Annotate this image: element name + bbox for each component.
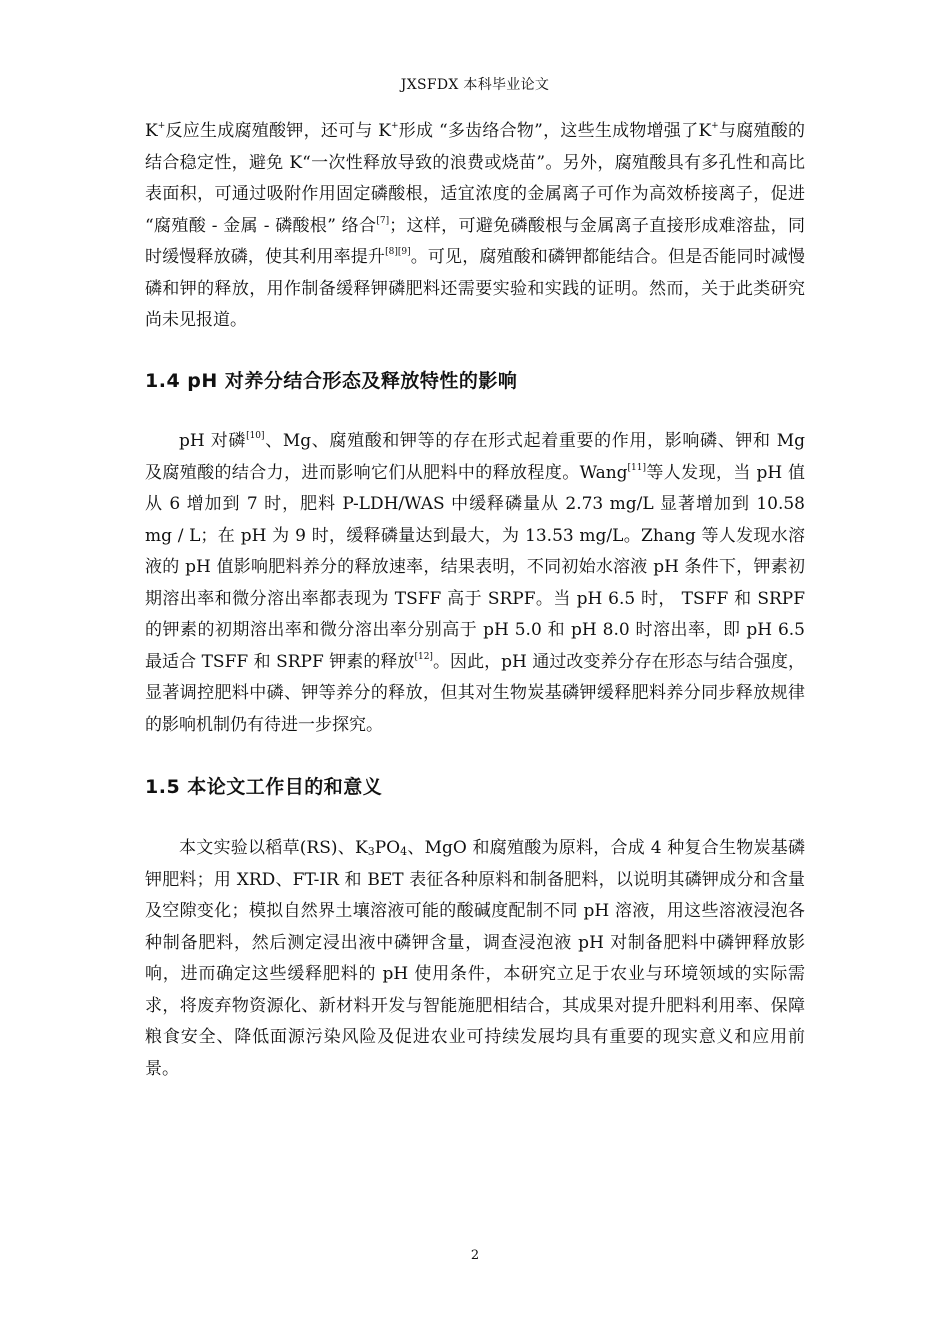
- running-header: JXSFDX 本科毕业论文: [400, 77, 550, 93]
- citation: [11]: [627, 462, 647, 473]
- citation: [10]: [246, 431, 265, 441]
- paragraph-humic-binding: [145, 116, 805, 337]
- paragraph-text: pH 对磷[10]、Mg、腐殖酸和钾等的存在形式起着重要的作用，影响磷、钾和 Mg 及腐殖酸的结合力，进而影响它们从肥料中的释放程度。Wang[11]等人发现，当 pH 值从 6 增加到 7 时，肥料 P-LDH/WAS 中缓释磷量从 2.73 mg/L 显著增加到 10.58 mg / L；在 pH 为 9 时，缓释磷量达到最大，为 13.53 mg/L。Zhang 等人发现水溶液的 pH 值影响肥料养分的释放速率，结果表明，不同初始水溶液 pH 条件下，钾素初期溶出率和微分溶出率都表现为 TSFF 高于 SRPF。当 pH 6.5 时， TSFF 和 SRPF 的钾素的初期溶出率和微分溶出率分别高于 pH 5.0 和 pH 8.0 时溶出率，即 pH 6.5 最适合 TSFF 和 SRPF 钾素的释放[12]。因此，pH 通过改变养分存在形态与结合强度，显著调控肥料中磷、钾等养分的释放，但其对生物炭基磷钾缓释肥料养分同步释放规律的影响机制仍有待进一步探究。: [145, 431, 805, 735]
- section-heading-1-4: 1.4 pH 对养分结合形态及释放特性的影响: [145, 370, 518, 392]
- paragraph-text: 本文实验以稻草(RS)、$K_3PO_4$、MgO 和腐殖酸为原料，合成 4 种复合生物炭基磷钾肥料；用 XRD、FT-IR 和 BET 表征各种原料和制备肥料，以说明其磷钾成分和含量及空隙变化；模拟自然界土壤溶液可能的酸碱度配制不同 pH 溶液，用这些溶液浸泡各种制备肥料，然后测定浸出液中磷钾含量，调查浸泡液 pH 对制备肥料中磷钾释放影响，进而确定这些缓释肥料的 pH 使用条件，本研究立足于农业与环境领域的实际需求，将废弃物资源化、新材料开发与智能施肥相结合，其成果对提升肥料利用率、保障粮食安全、降低面源污染风险及促进农业可持续发展均具有重要的现实意义和应用前景。: [145, 838, 805, 1079]
- section-heading-1-5: 1.5 本论文工作目的和意义: [145, 776, 383, 798]
- citation: [12]: [414, 651, 433, 662]
- paragraph-purpose: [145, 833, 805, 1085]
- citation: [8][9]: [385, 247, 411, 257]
- paragraph-text: K+反应生成腐殖酸钾，还可与 K+形成 “多齿络合物”，这些生成物增强了K+与腐殖酸的结合稳定性，避免 K“一次性释放导致的浪费或烧苗”。另外，腐殖酸具有多孔性和高比表面积，可通过吸附作用固定磷酸根，适宜浓度的金属离子可作为高效桥接离子，促进 “腐殖酸 - 金属 - 磷酸根” 络合[7]；这样，可避免磷酸根与金属离子直接形成难溶盐，同时缓慢释放磷，使其利用率提升[8][9]。可见，腐殖酸和磷钾都能结合。但是否能同时减慢磷和钾的释放，用作制备缓释钾磷肥料还需要实验和实践的证明。然而，关于此类研究尚未见报道。: [145, 121, 806, 330]
- page-number: 2: [470, 1248, 480, 1263]
- citation: [7]: [376, 215, 390, 226]
- paragraph-ph-effects: [145, 426, 805, 741]
